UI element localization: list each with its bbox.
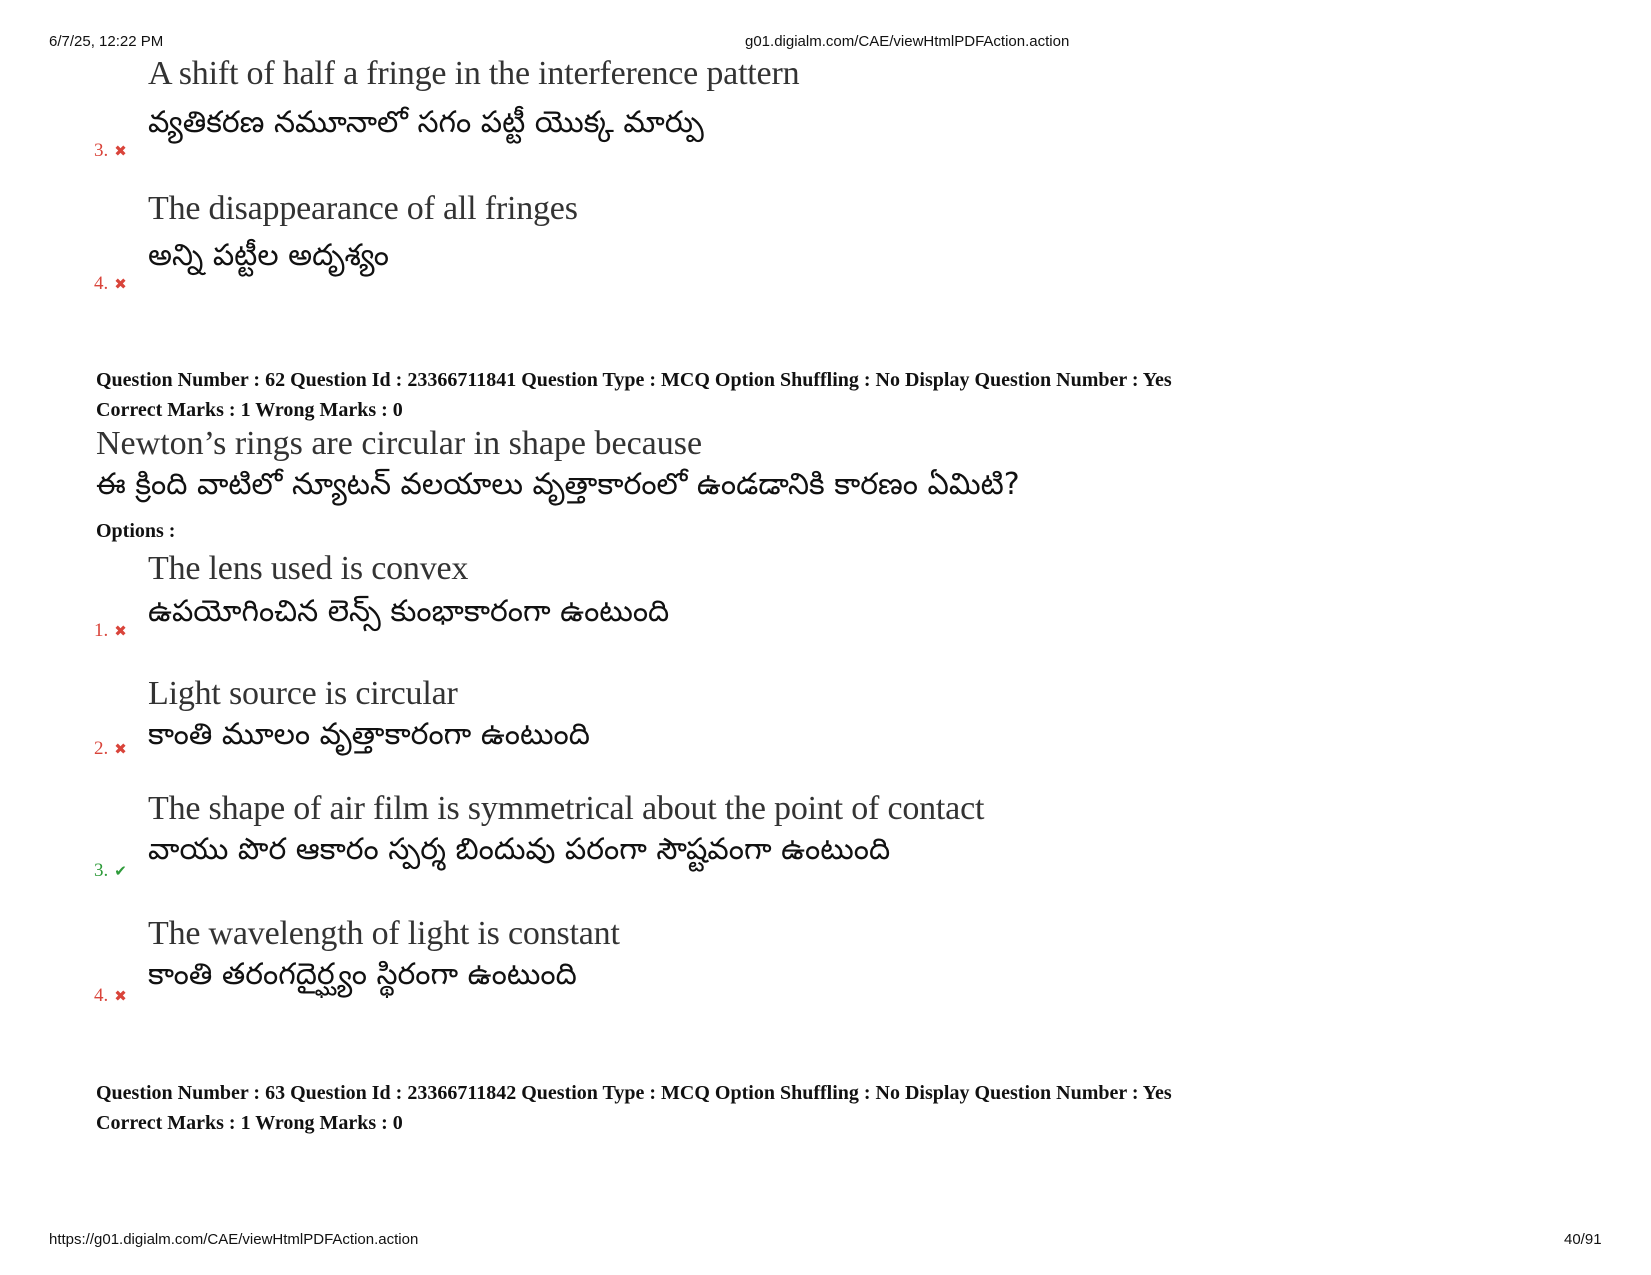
option-text-en: The wavelength of light is constant	[148, 915, 620, 952]
print-datetime: 6/7/25, 12:22 PM	[49, 33, 164, 50]
option-text-en: The lens used is convex	[148, 550, 469, 587]
question-text-en: Newton’s rings are circular in shape because	[96, 425, 703, 462]
options-label: Options :	[96, 520, 176, 542]
option-text-en: A shift of half a fringe in the interference pattern	[148, 55, 800, 92]
option-text-te: వాయు పొర ఆకారం స్పర్శ బిందువు పరంగా సౌష్టవంగా ఉంటుంది	[148, 832, 891, 867]
option-number: 2. ✖	[94, 738, 127, 759]
question-text-te: ఈ క్రింది వాటిలో న్యూటన్ వలయాలు వృత్తాకారంలో ఉండడానికి కారణం ఏమిటి?	[96, 467, 1020, 502]
cross-mark-icon: ✖	[114, 740, 127, 758]
print-url-header: g01.digialm.com/CAE/viewHtmlPDFAction.action	[745, 33, 1070, 50]
page-number: 40/91	[1564, 1231, 1602, 1248]
option-text-en: The disappearance of all fringes	[148, 190, 578, 227]
option-text-en: Light source is circular	[148, 675, 458, 712]
question-marks: Correct Marks : 1 Wrong Marks : 0	[96, 1112, 403, 1134]
question-meta: Question Number : 63 Question Id : 23366711842 Question Type : MCQ Option Shuffling : No Display Question Number : Yes	[96, 1082, 1172, 1104]
cross-mark-icon: ✖	[114, 987, 127, 1005]
question-marks: Correct Marks : 1 Wrong Marks : 0	[96, 399, 403, 421]
option-text-te: కాంతి మూలం వృత్తాకారంగా ఉంటుంది	[148, 717, 590, 752]
cross-mark-icon: ✖	[114, 142, 127, 160]
cross-mark-icon: ✖	[114, 275, 127, 293]
option-number: 3. ✖	[94, 140, 127, 161]
option-number: 4. ✖	[94, 273, 127, 294]
option-number: 1. ✖	[94, 620, 127, 641]
print-url-footer: https://g01.digialm.com/CAE/viewHtmlPDFAction.action	[49, 1231, 419, 1248]
option-text-en: The shape of air film is symmetrical about the point of contact	[148, 790, 985, 827]
cross-mark-icon: ✖	[114, 622, 127, 640]
option-text-te: ఉపయోగించిన లెన్స్ కుంభాకారంగా ఉంటుంది	[148, 594, 670, 629]
option-text-te: అన్ని పట్టీల అదృశ్యం	[148, 238, 389, 273]
option-number: 3. ✔	[94, 860, 127, 881]
check-mark-icon: ✔	[114, 862, 127, 880]
option-text-te: వ్యతికరణ నమూనాలో సగం పట్టీ యొక్క మార్పు	[148, 105, 704, 140]
option-number: 4. ✖	[94, 985, 127, 1006]
question-meta: Question Number : 62 Question Id : 23366711841 Question Type : MCQ Option Shuffling : No Display Question Number : Yes	[96, 369, 1172, 391]
option-text-te: కాంతి తరంగదైర్ఘ్యం స్థిరంగా ఉంటుంది	[148, 957, 577, 992]
